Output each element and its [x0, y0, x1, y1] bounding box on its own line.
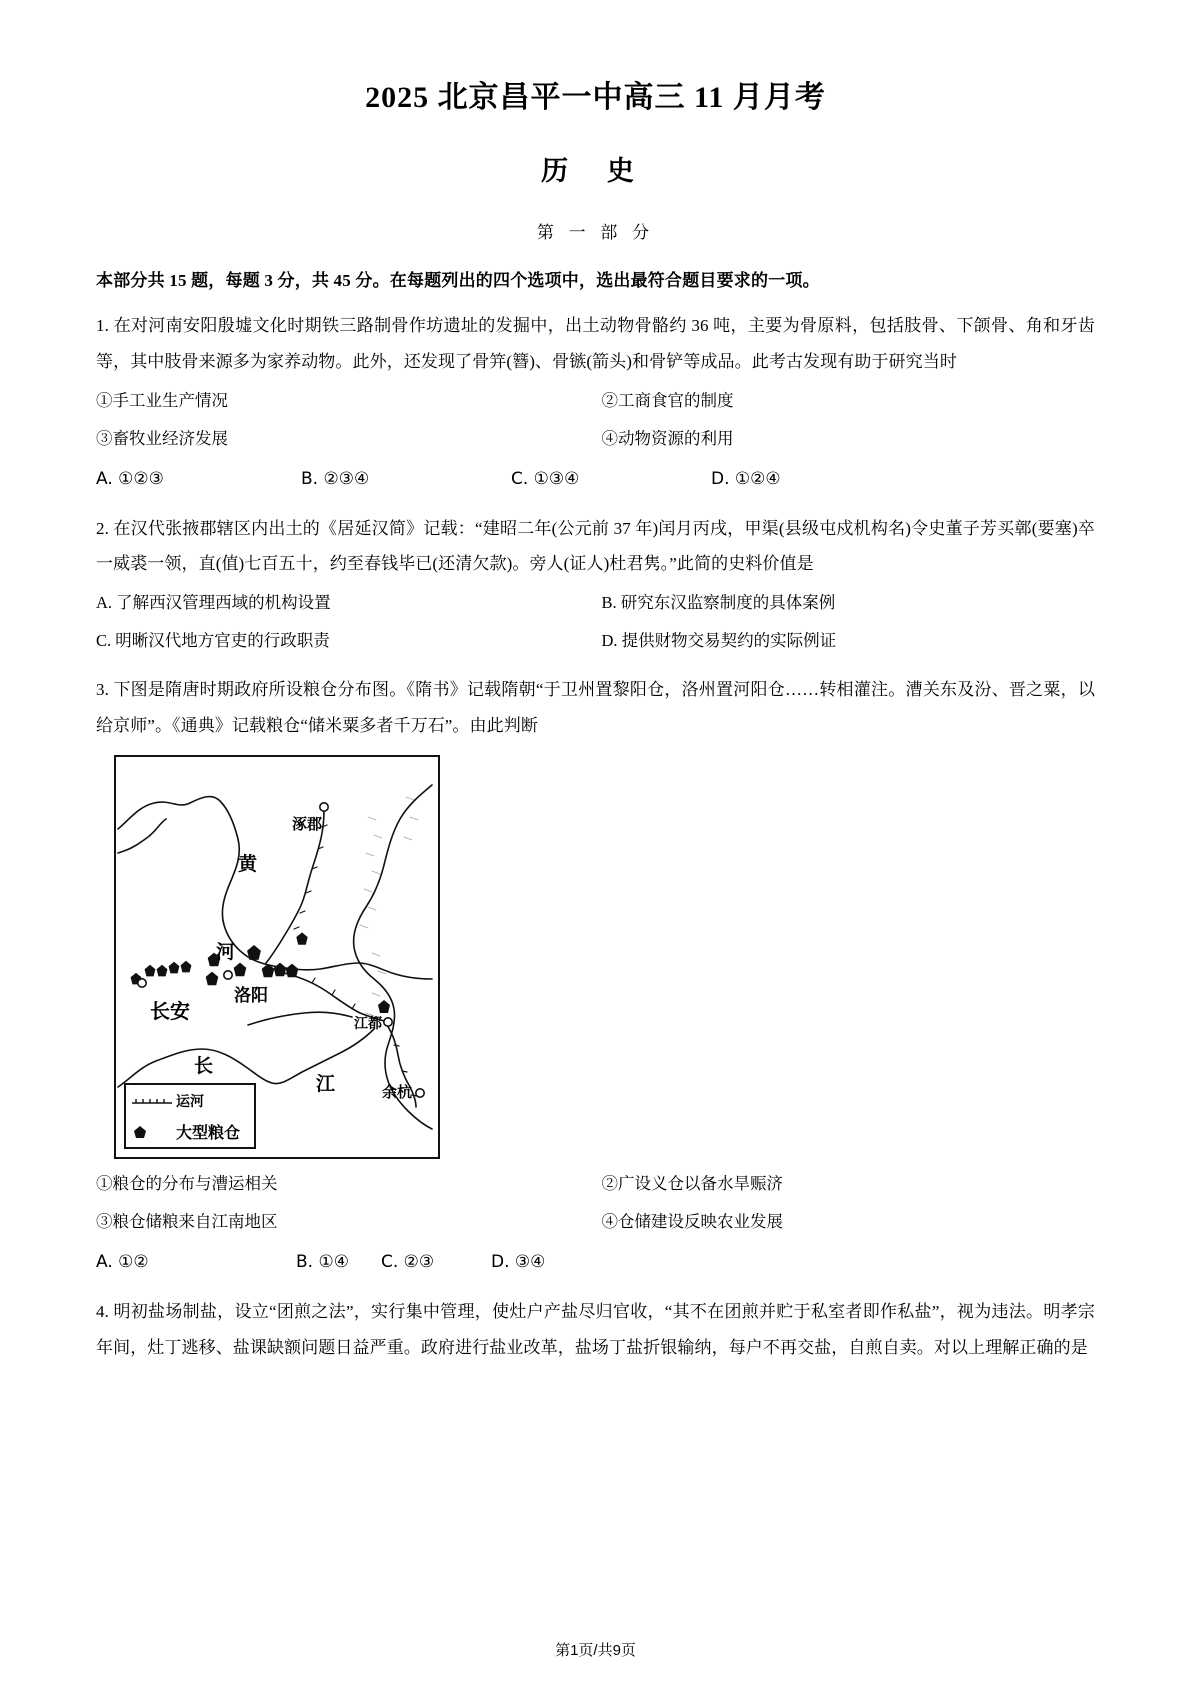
- choice-c[interactable]: C. ②③: [381, 1252, 435, 1273]
- granary-marker-icon: [130, 1124, 176, 1140]
- section-instruction: 本部分共 15 题，每题 3 分，共 45 分。在每题列出的四个选项中，选出最符合题目要求的一项。: [96, 271, 820, 290]
- question-4-stem: 4. 明初盐场制盐，设立“团煎之法”，实行集中管理，使灶户产盐尽归官收，“其不在团煎并贮于私室者即作私盐”，视为违法。明孝宗年间，灶丁逃移、盐课缺额问题日益严重。政府进行盐业改革，盐场丁盐折银输纳，每户不再交盐，自煎自卖。对以上理解正确的是: [96, 1302, 1095, 1358]
- question-1-statements: [96, 382, 1095, 458]
- map-label-huanghe-1: 黄: [238, 853, 258, 876]
- question-2-stem: 2. 在汉代张掖郡辖区内出土的《居延汉简》记载：“建昭二年(公元前 37 年)闰月丙戌，甲渠(县级屯戍机构名)令史董子芳买鄣(要塞)卒一威裘一领，直(值)七百五十，约至春钱毕已(还清欠款)。旁人(证人)杜君隽。”此简的史料价值是: [96, 518, 1095, 574]
- map-label-huanghe-2: 河: [216, 941, 236, 964]
- legend-label-canal: 运河: [176, 1093, 204, 1110]
- map-label-yuhang: 余杭: [382, 1083, 413, 1102]
- map-label-jiangdu: 江都: [354, 1016, 382, 1033]
- question-1-stem: 1. 在对河南安阳殷墟文化时期铁三路制骨作坊遗址的发掘中，出土动物骨骼约 36 吨，主要为骨原料，包括肢骨、下颌骨、角和牙齿等，其中肢骨来源多为家养动物。此外，还发现了骨笄(簪)、骨镞(箭头)和骨铲等成品。此考古发现有助于研究当时: [96, 316, 1095, 372]
- choice-d[interactable]: D. ①②④: [711, 468, 781, 489]
- statement-item: ②工商食官的制度: [601, 390, 734, 410]
- map-label-changjiang-1: 长: [194, 1055, 214, 1078]
- map-label-luoyang: 洛阳: [234, 986, 268, 1007]
- statement-item: ①粮仓的分布与漕运相关: [96, 1174, 278, 1194]
- choice-b[interactable]: B. ①④: [296, 1252, 349, 1273]
- granary-distribution-map: [114, 755, 440, 1159]
- question-3-stem: 3. 下图是隋唐时期政府所设粮仓分布图。《隋书》记载隋朝“于卫州置黎阳仓，洛州置河阳仓……转相灌注。漕关东及汾、晋之粟，以给京师”。《通典》记载粮仓“储米粟多者千万石”。由此判断: [96, 680, 1095, 735]
- legend-label-granary: 大型粮仓: [176, 1123, 241, 1143]
- statement-item: ④仓储建设反映农业发展: [601, 1212, 783, 1232]
- choice-b[interactable]: B. ②③④: [301, 468, 370, 489]
- subject-title: 历 史: [541, 156, 650, 186]
- question-3-choices: [96, 1243, 1095, 1282]
- statement-item: ④动物资源的利用: [601, 428, 734, 448]
- choice-a[interactable]: A. 了解西汉管理西域的机构设置: [96, 593, 331, 613]
- legend-row-canal: [126, 1085, 254, 1116]
- statement-item: ③粮仓储粮来自江南地区: [96, 1212, 278, 1232]
- section-heading: 第 一 部 分: [536, 223, 655, 242]
- choice-a[interactable]: A. ①②: [96, 1252, 149, 1273]
- map-legend: [124, 1083, 256, 1149]
- map-label-changjiang-2: 江: [316, 1073, 336, 1096]
- legend-row-granary: [126, 1116, 254, 1147]
- statement-item: ②广设义仓以备水旱赈济: [601, 1174, 783, 1194]
- statement-item: ③畜牧业经济发展: [96, 428, 228, 448]
- page-footer: 第1页/共9页: [555, 1642, 636, 1659]
- choice-c[interactable]: C. 明晰汉代地方官吏的行政职责: [96, 631, 330, 651]
- canal-line-icon: [130, 1095, 176, 1107]
- question-3-statements: [96, 1165, 1095, 1241]
- statement-item: ①手工业生产情况: [96, 390, 228, 410]
- map-label-changan: 长安: [150, 999, 190, 1024]
- page-title: 2025 北京昌平一中高三 11 月月考: [365, 81, 826, 114]
- choice-a[interactable]: A. ①②③: [96, 468, 164, 489]
- choice-b[interactable]: B. 研究东汉监察制度的具体案例: [601, 593, 836, 613]
- question-2-choices: [96, 584, 1095, 660]
- question-1-choices: [96, 460, 1095, 499]
- choice-c[interactable]: C. ①③④: [511, 468, 580, 489]
- choice-d[interactable]: D. 提供财物交易契约的实际例证: [601, 631, 837, 651]
- map-label-zhuojun: 涿郡: [292, 815, 323, 834]
- choice-d[interactable]: D. ③④: [491, 1252, 546, 1273]
